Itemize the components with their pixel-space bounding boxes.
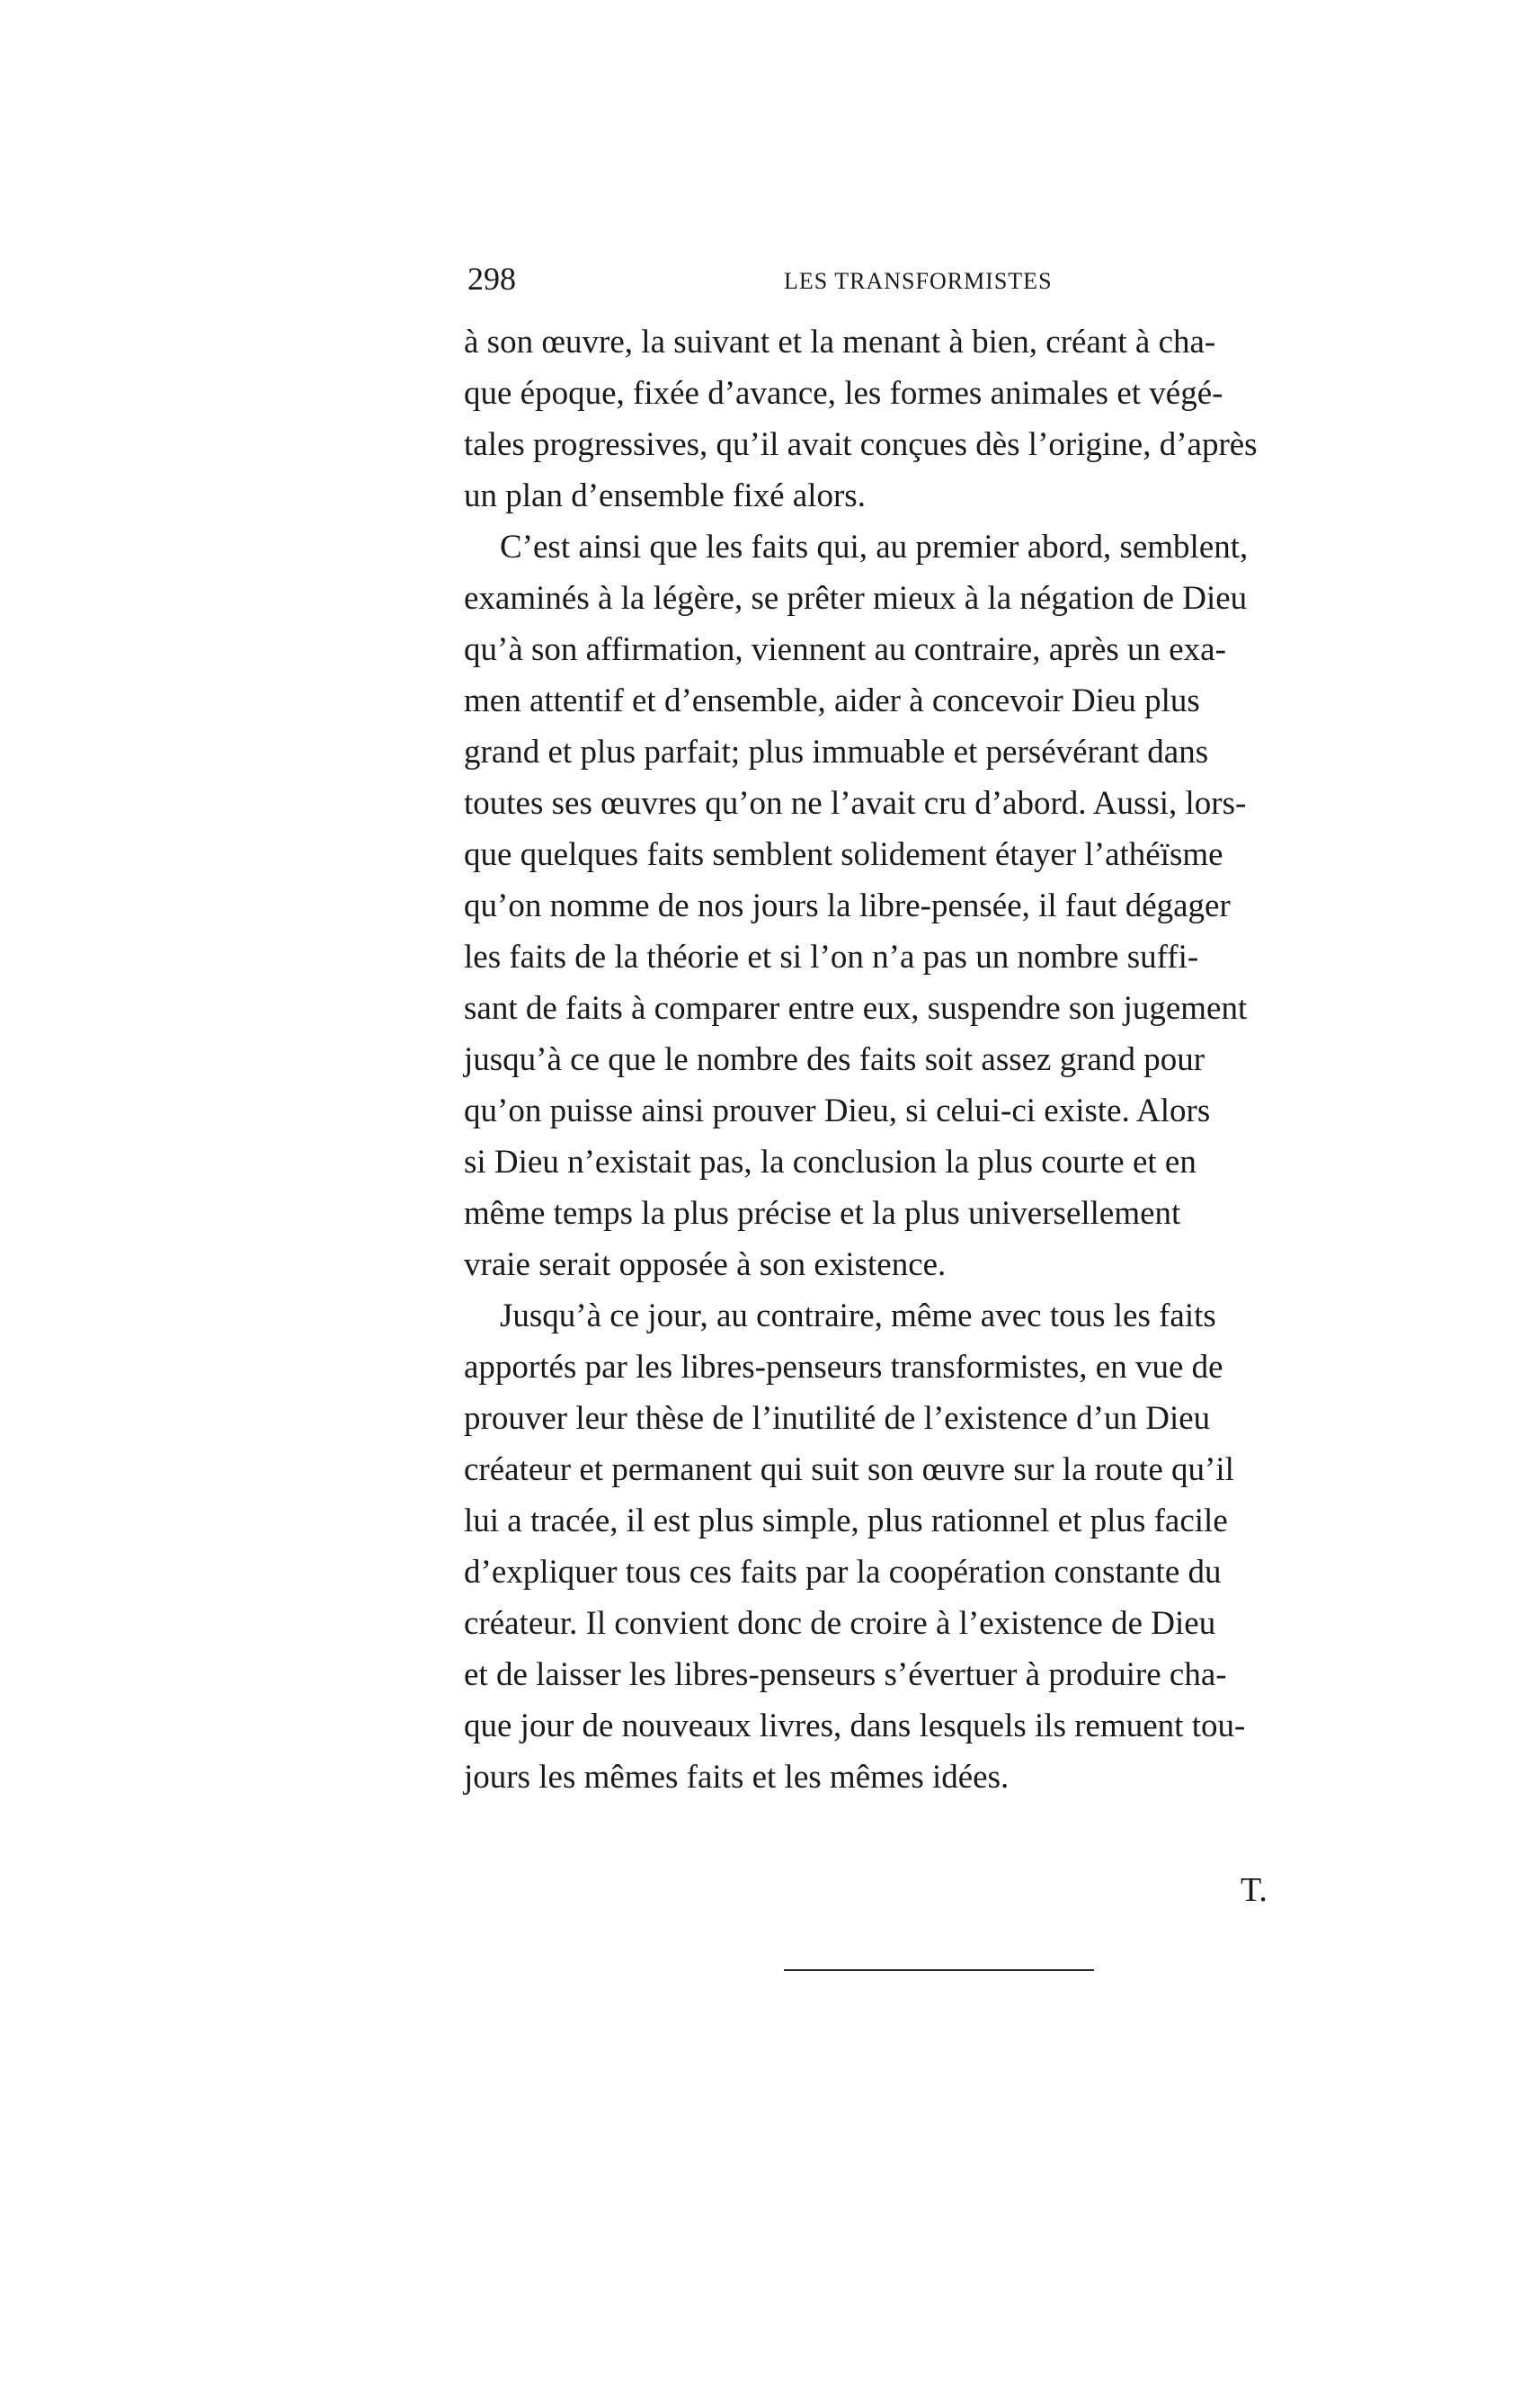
text-line: que jour de nouveaux livres, dans lesquels ils remuent tou- bbox=[464, 1708, 1246, 1744]
running-head bbox=[467, 261, 1115, 297]
page-number: 298 bbox=[467, 261, 516, 297]
text-line: que époque, fixée d’avance, les formes animales et végé- bbox=[464, 375, 1223, 412]
text-line: sant de faits à comparer entre eux, suspendre son jugement bbox=[464, 990, 1248, 1027]
text-line: qu’on puisse ainsi prouver Dieu, si celui-ci existe. Alors bbox=[464, 1093, 1211, 1129]
text-line: toutes ses œuvres qu’on ne l’avait cru d’abord. Aussi, lors- bbox=[464, 785, 1247, 822]
text-line: à son œuvre, la suivant et la menant à bien, créant à cha- bbox=[464, 324, 1216, 361]
text-line: qu’à son affirmation, viennent au contraire, après un exa- bbox=[464, 631, 1226, 668]
text-line: jours les mêmes faits et les mêmes idées. bbox=[464, 1759, 1010, 1796]
author-signature: T. bbox=[1241, 1871, 1268, 1909]
body-text bbox=[464, 317, 1258, 1803]
text-line: prouver leur thèse de l’inutilité de l’existence d’un Dieu bbox=[464, 1400, 1211, 1437]
text-line: jusqu’à ce que le nombre des faits soit assez grand pour bbox=[464, 1041, 1205, 1078]
closing-rule bbox=[784, 1969, 1094, 1971]
text-line: et de laisser les libres-penseurs s’évertuer à produire cha- bbox=[464, 1656, 1227, 1693]
text-line: C’est ainsi que les faits qui, au premier abord, semblent, bbox=[500, 529, 1249, 566]
text-line: grand et plus parfait; plus immuable et persévérant dans bbox=[464, 734, 1209, 771]
text-line: vraie serait opposée à son existence. bbox=[464, 1246, 947, 1283]
text-line: qu’on nomme de nos jours la libre-pensée, il faut dégager bbox=[464, 887, 1231, 924]
text-line: lui a tracée, il est plus simple, plus rationnel et plus facile bbox=[464, 1503, 1228, 1539]
text-line: les faits de la théorie et si l’on n’a pas un nombre suffi- bbox=[464, 939, 1199, 976]
text-line: examinés à la légère, se prêter mieux à la négation de Dieu bbox=[464, 580, 1248, 617]
text-line: tales progressives, qu’il avait conçues dès l’origine, d’après bbox=[464, 426, 1258, 463]
text-line: d’expliquer tous ces faits par la coopération constante du bbox=[464, 1554, 1222, 1591]
running-title: LES TRANSFORMISTES bbox=[784, 268, 1053, 294]
text-line: que quelques faits semblent solidement étayer l’athéïsme bbox=[464, 836, 1223, 873]
text-line: Jusqu’à ce jour, au contraire, même avec tous les faits bbox=[500, 1298, 1216, 1334]
text-line: apportés par les libres-penseurs transformistes, en vue de bbox=[464, 1349, 1223, 1386]
text-line: si Dieu n’existait pas, la conclusion la plus courte et en bbox=[464, 1144, 1196, 1181]
text-line: men attentif et d’ensemble, aider à concevoir Dieu plus bbox=[464, 682, 1200, 719]
text-line: même temps la plus précise et la plus universellement bbox=[464, 1195, 1181, 1232]
text-line: créateur et permanent qui suit son œuvre sur la route qu’il bbox=[464, 1451, 1234, 1488]
text-line: un plan d’ensemble fixé alors. bbox=[464, 477, 866, 514]
text-line: créateur. Il convient donc de croire à l’existence de Dieu bbox=[464, 1605, 1216, 1642]
